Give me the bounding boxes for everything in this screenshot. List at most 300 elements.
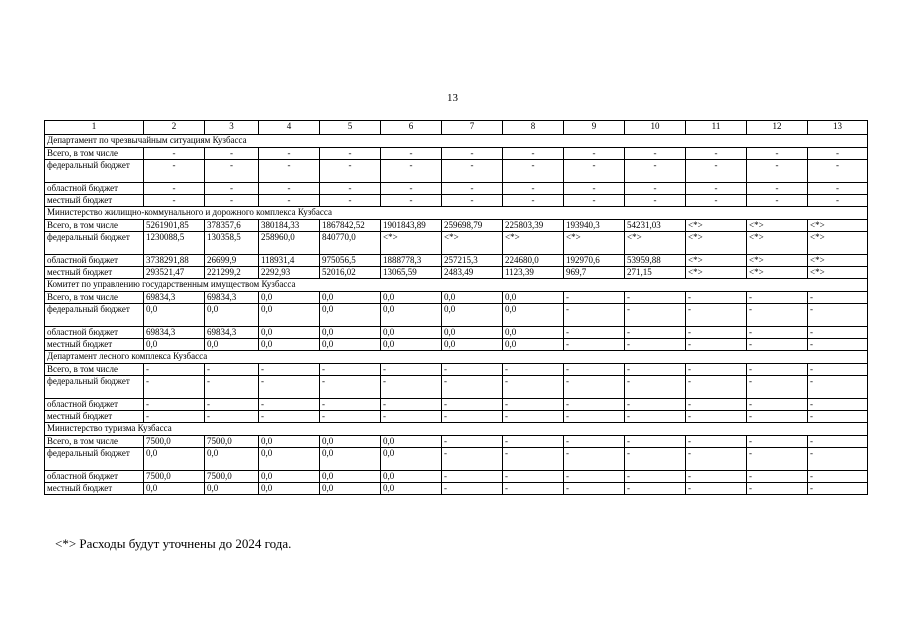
table-cell: <*> bbox=[686, 232, 747, 255]
table-cell: 0,0 bbox=[381, 339, 442, 351]
row-label: местный бюджет bbox=[45, 411, 144, 423]
table-cell: - bbox=[564, 292, 625, 304]
table-cell: 0,0 bbox=[144, 339, 205, 351]
row-label: местный бюджет bbox=[45, 267, 144, 279]
table-cell: 380184,33 bbox=[259, 220, 320, 232]
table-cell: - bbox=[144, 160, 205, 183]
table-cell: - bbox=[686, 471, 747, 483]
table-cell: 0,0 bbox=[503, 292, 564, 304]
table-cell: 840770,0 bbox=[320, 232, 381, 255]
table-cell: - bbox=[625, 148, 686, 160]
table-cell: - bbox=[442, 148, 503, 160]
table-cell: 271,15 bbox=[625, 267, 686, 279]
section-title: Министерство туризма Кузбасса bbox=[45, 423, 868, 436]
budget-table bbox=[44, 120, 868, 495]
row-label: Всего, в том числе bbox=[45, 292, 144, 304]
table-cell: - bbox=[747, 376, 808, 399]
table-cell: - bbox=[747, 183, 808, 195]
table-cell: - bbox=[564, 399, 625, 411]
table-cell: 0,0 bbox=[442, 327, 503, 339]
table-cell: 0,0 bbox=[381, 436, 442, 448]
table-cell: <*> bbox=[747, 232, 808, 255]
table-row bbox=[45, 160, 868, 183]
footnote: <*> Расходы будут уточнены до 2024 года. bbox=[55, 536, 292, 551]
table-cell: - bbox=[259, 411, 320, 423]
table-cell: 7500,0 bbox=[144, 471, 205, 483]
row-label: Всего, в том числе bbox=[45, 148, 144, 160]
table-cell: 0,0 bbox=[205, 483, 259, 495]
table-cell: 0,0 bbox=[381, 304, 442, 327]
table-cell: - bbox=[381, 148, 442, 160]
table-cell: 0,0 bbox=[381, 292, 442, 304]
table-cell: 969,7 bbox=[564, 267, 625, 279]
table-cell: - bbox=[747, 364, 808, 376]
table-cell: - bbox=[747, 471, 808, 483]
table-cell: 53959,88 bbox=[625, 255, 686, 267]
table-row bbox=[45, 448, 868, 471]
table-cell: <*> bbox=[503, 232, 564, 255]
table-cell: - bbox=[747, 483, 808, 495]
table-cell: - bbox=[564, 364, 625, 376]
table-cell: 0,0 bbox=[259, 292, 320, 304]
table-cell: - bbox=[442, 160, 503, 183]
table-cell: 1230088,5 bbox=[144, 232, 205, 255]
table-cell: 192970,6 bbox=[564, 255, 625, 267]
table-cell: - bbox=[686, 399, 747, 411]
table-cell: 0,0 bbox=[503, 304, 564, 327]
table-cell: - bbox=[320, 376, 381, 399]
table-cell: - bbox=[259, 364, 320, 376]
table-cell: 0,0 bbox=[381, 448, 442, 471]
table-cell: - bbox=[686, 339, 747, 351]
table-cell: 5261901,85 bbox=[144, 220, 205, 232]
table-row bbox=[45, 183, 868, 195]
table-cell: - bbox=[259, 160, 320, 183]
table-cell: - bbox=[808, 292, 868, 304]
table-cell: - bbox=[442, 448, 503, 471]
row-label: местный бюджет bbox=[45, 483, 144, 495]
table-cell: - bbox=[503, 364, 564, 376]
table-cell: - bbox=[205, 376, 259, 399]
row-label: областной бюджет bbox=[45, 255, 144, 267]
row-label: областной бюджет bbox=[45, 327, 144, 339]
table-cell: 0,0 bbox=[503, 327, 564, 339]
column-header: 4 bbox=[259, 121, 320, 135]
table-cell: - bbox=[808, 364, 868, 376]
column-header: 7 bbox=[442, 121, 503, 135]
section-title: Комитет по управлению государственным имуществом Кузбасса bbox=[45, 279, 868, 292]
table-cell: - bbox=[747, 304, 808, 327]
table-cell: - bbox=[259, 376, 320, 399]
table-cell: - bbox=[205, 160, 259, 183]
table-cell: 0,0 bbox=[259, 483, 320, 495]
table-cell: - bbox=[564, 376, 625, 399]
row-label: Всего, в том числе bbox=[45, 364, 144, 376]
table-cell: - bbox=[503, 148, 564, 160]
table-cell: - bbox=[686, 483, 747, 495]
table-cell: - bbox=[564, 471, 625, 483]
table-cell: 0,0 bbox=[503, 339, 564, 351]
table-cell: 0,0 bbox=[205, 339, 259, 351]
table-cell: - bbox=[320, 399, 381, 411]
table-cell: - bbox=[686, 376, 747, 399]
table-cell: - bbox=[503, 160, 564, 183]
column-header: 12 bbox=[747, 121, 808, 135]
table-cell: - bbox=[442, 436, 503, 448]
table-cell: - bbox=[564, 183, 625, 195]
table-cell: - bbox=[205, 148, 259, 160]
table-cell: <*> bbox=[808, 255, 868, 267]
table-cell: - bbox=[205, 195, 259, 207]
table-cell: - bbox=[503, 448, 564, 471]
column-header: 2 bbox=[144, 121, 205, 135]
table-cell: 69834,3 bbox=[205, 292, 259, 304]
table-row bbox=[45, 148, 868, 160]
table-cell: <*> bbox=[625, 232, 686, 255]
table-cell: - bbox=[808, 411, 868, 423]
table-cell: <*> bbox=[686, 255, 747, 267]
section-title: Департамент лесного комплекса Кузбасса bbox=[45, 351, 868, 364]
table-cell: <*> bbox=[442, 232, 503, 255]
table-row bbox=[45, 327, 868, 339]
table-cell: 975056,5 bbox=[320, 255, 381, 267]
column-header: 11 bbox=[686, 121, 747, 135]
column-header: 10 bbox=[625, 121, 686, 135]
row-label: областной бюджет bbox=[45, 471, 144, 483]
table-cell: - bbox=[144, 364, 205, 376]
table-cell: - bbox=[686, 304, 747, 327]
table-cell: - bbox=[625, 160, 686, 183]
table-cell: - bbox=[808, 339, 868, 351]
table-cell: - bbox=[625, 411, 686, 423]
table-cell: 0,0 bbox=[320, 483, 381, 495]
table-cell: <*> bbox=[747, 267, 808, 279]
table-cell: 2483,49 bbox=[442, 267, 503, 279]
table-cell: 0,0 bbox=[205, 448, 259, 471]
table-cell: - bbox=[442, 183, 503, 195]
table-cell: - bbox=[205, 183, 259, 195]
table-cell: - bbox=[625, 327, 686, 339]
table-cell: 0,0 bbox=[381, 327, 442, 339]
table-cell: - bbox=[686, 183, 747, 195]
table-cell: - bbox=[747, 411, 808, 423]
table-cell: - bbox=[503, 399, 564, 411]
table-cell: 7500,0 bbox=[144, 436, 205, 448]
table-cell: 0,0 bbox=[442, 304, 503, 327]
table-row bbox=[45, 399, 868, 411]
table-cell: 0,0 bbox=[320, 436, 381, 448]
table-cell: 54231,03 bbox=[625, 220, 686, 232]
table-cell: - bbox=[747, 195, 808, 207]
section-title-row bbox=[45, 423, 868, 436]
table-cell: - bbox=[808, 399, 868, 411]
table-cell: - bbox=[625, 304, 686, 327]
table-cell: 69834,3 bbox=[144, 292, 205, 304]
table-cell: - bbox=[625, 483, 686, 495]
table-cell: - bbox=[320, 160, 381, 183]
table-cell: - bbox=[144, 376, 205, 399]
table-cell: 0,0 bbox=[442, 292, 503, 304]
table-cell: 7500,0 bbox=[205, 436, 259, 448]
section-title-row bbox=[45, 279, 868, 292]
table-cell: - bbox=[381, 364, 442, 376]
column-header: 5 bbox=[320, 121, 381, 135]
row-label: федеральный бюджет bbox=[45, 448, 144, 471]
table-cell: - bbox=[747, 292, 808, 304]
table-cell: - bbox=[259, 183, 320, 195]
table-cell: - bbox=[442, 483, 503, 495]
table-cell: - bbox=[625, 292, 686, 304]
table-cell: - bbox=[205, 399, 259, 411]
table-cell: - bbox=[320, 411, 381, 423]
table-cell: 1888778,3 bbox=[381, 255, 442, 267]
table-cell: - bbox=[381, 376, 442, 399]
table-cell: - bbox=[625, 339, 686, 351]
row-label: федеральный бюджет bbox=[45, 160, 144, 183]
table-cell: 0,0 bbox=[259, 448, 320, 471]
table-cell: - bbox=[503, 195, 564, 207]
table-cell: - bbox=[320, 148, 381, 160]
table-cell: - bbox=[747, 436, 808, 448]
table-cell: - bbox=[442, 195, 503, 207]
table-cell: - bbox=[625, 436, 686, 448]
table-cell: - bbox=[808, 376, 868, 399]
table-cell: - bbox=[503, 183, 564, 195]
table-cell: - bbox=[205, 411, 259, 423]
table-cell: <*> bbox=[808, 220, 868, 232]
table-cell: 0,0 bbox=[259, 436, 320, 448]
table-cell: 0,0 bbox=[259, 339, 320, 351]
table-row bbox=[45, 220, 868, 232]
table-cell: 0,0 bbox=[259, 471, 320, 483]
table-cell: - bbox=[808, 483, 868, 495]
table-cell: 0,0 bbox=[144, 483, 205, 495]
table-cell: 0,0 bbox=[259, 327, 320, 339]
table-cell: - bbox=[503, 376, 564, 399]
table-cell: - bbox=[564, 304, 625, 327]
table-row bbox=[45, 232, 868, 255]
table-cell: - bbox=[564, 411, 625, 423]
table-cell: 225803,39 bbox=[503, 220, 564, 232]
section-title-row bbox=[45, 207, 868, 220]
table-cell: 0,0 bbox=[320, 292, 381, 304]
table-cell: 118931,4 bbox=[259, 255, 320, 267]
table-cell: - bbox=[747, 160, 808, 183]
table-cell: - bbox=[442, 376, 503, 399]
row-label: местный бюджет bbox=[45, 195, 144, 207]
table-cell: 0,0 bbox=[144, 304, 205, 327]
table-cell: - bbox=[808, 448, 868, 471]
column-header: 13 bbox=[808, 121, 868, 135]
table-cell: - bbox=[381, 195, 442, 207]
table-cell: - bbox=[747, 339, 808, 351]
table-cell: - bbox=[564, 448, 625, 471]
table-cell: - bbox=[259, 148, 320, 160]
table-cell: - bbox=[686, 148, 747, 160]
table-cell: <*> bbox=[381, 232, 442, 255]
table-cell: - bbox=[808, 436, 868, 448]
table-cell: 0,0 bbox=[320, 327, 381, 339]
column-header: 6 bbox=[381, 121, 442, 135]
table-cell: <*> bbox=[686, 267, 747, 279]
table-cell: <*> bbox=[808, 267, 868, 279]
table-row bbox=[45, 267, 868, 279]
table-row bbox=[45, 292, 868, 304]
table-cell: 259698,79 bbox=[442, 220, 503, 232]
table-cell: - bbox=[442, 411, 503, 423]
table-cell: - bbox=[625, 364, 686, 376]
table-row bbox=[45, 304, 868, 327]
table-cell: 0,0 bbox=[320, 339, 381, 351]
row-label: федеральный бюджет bbox=[45, 376, 144, 399]
column-header: 8 bbox=[503, 121, 564, 135]
table-cell: - bbox=[442, 364, 503, 376]
table-cell: - bbox=[747, 327, 808, 339]
table-row bbox=[45, 364, 868, 376]
table-cell: 69834,3 bbox=[205, 327, 259, 339]
table-cell: - bbox=[686, 292, 747, 304]
table-cell: - bbox=[686, 195, 747, 207]
table-cell: - bbox=[564, 327, 625, 339]
section-title: Департамент по чрезвычайным ситуациям Кузбасса bbox=[45, 135, 868, 148]
table-cell: 224680,0 bbox=[503, 255, 564, 267]
table-cell: 130358,5 bbox=[205, 232, 259, 255]
table-cell: - bbox=[503, 436, 564, 448]
table-cell: - bbox=[747, 448, 808, 471]
table-row bbox=[45, 483, 868, 495]
section-title-row bbox=[45, 135, 868, 148]
section-title: Министерство жилищно-коммунального и дорожного комплекса Кузбасса bbox=[45, 207, 868, 220]
table-cell: - bbox=[564, 436, 625, 448]
header-row bbox=[45, 121, 868, 135]
table-cell: - bbox=[564, 339, 625, 351]
table-row bbox=[45, 255, 868, 267]
table-cell: - bbox=[381, 399, 442, 411]
table-cell: 0,0 bbox=[144, 448, 205, 471]
table-cell: - bbox=[381, 160, 442, 183]
table-row bbox=[45, 195, 868, 207]
table-cell: - bbox=[625, 376, 686, 399]
row-label: областной бюджет bbox=[45, 183, 144, 195]
table-cell: - bbox=[144, 411, 205, 423]
row-label: федеральный бюджет bbox=[45, 304, 144, 327]
table-cell: - bbox=[320, 195, 381, 207]
table-cell: 221299,2 bbox=[205, 267, 259, 279]
table-cell: - bbox=[259, 195, 320, 207]
table-cell: - bbox=[564, 160, 625, 183]
table-cell: 0,0 bbox=[381, 483, 442, 495]
table-cell: 1123,39 bbox=[503, 267, 564, 279]
table-cell: - bbox=[503, 483, 564, 495]
table-cell: 69834,3 bbox=[144, 327, 205, 339]
table-cell: - bbox=[144, 195, 205, 207]
row-label: местный бюджет bbox=[45, 339, 144, 351]
table-cell: - bbox=[808, 148, 868, 160]
table-cell: - bbox=[625, 183, 686, 195]
table-cell: - bbox=[144, 183, 205, 195]
row-label: Всего, в том числе bbox=[45, 220, 144, 232]
row-label: федеральный бюджет bbox=[45, 232, 144, 255]
table-cell: - bbox=[808, 195, 868, 207]
table-cell: 0,0 bbox=[205, 304, 259, 327]
table-cell: - bbox=[686, 448, 747, 471]
table-cell: 257215,3 bbox=[442, 255, 503, 267]
column-header: 9 bbox=[564, 121, 625, 135]
table-cell: - bbox=[442, 399, 503, 411]
table-cell: - bbox=[381, 183, 442, 195]
table-cell: 13065,59 bbox=[381, 267, 442, 279]
table-cell: 7500,0 bbox=[205, 471, 259, 483]
table-cell: - bbox=[808, 471, 868, 483]
table-cell: - bbox=[205, 364, 259, 376]
table-cell: 0,0 bbox=[259, 304, 320, 327]
table-cell: <*> bbox=[747, 255, 808, 267]
table-cell: - bbox=[808, 327, 868, 339]
table-row bbox=[45, 471, 868, 483]
table-cell: - bbox=[686, 411, 747, 423]
table-cell: 378357,6 bbox=[205, 220, 259, 232]
table-cell: - bbox=[686, 327, 747, 339]
table-cell: <*> bbox=[564, 232, 625, 255]
table-row bbox=[45, 376, 868, 399]
page-number: 13 bbox=[447, 92, 458, 104]
table-cell: 26699,9 bbox=[205, 255, 259, 267]
table-cell: - bbox=[564, 483, 625, 495]
table-cell: - bbox=[686, 436, 747, 448]
table-cell: - bbox=[625, 399, 686, 411]
row-label: областной бюджет bbox=[45, 399, 144, 411]
table-cell: - bbox=[625, 448, 686, 471]
row-label: Всего, в том числе bbox=[45, 436, 144, 448]
table-cell: - bbox=[320, 183, 381, 195]
table-cell: 1901843,89 bbox=[381, 220, 442, 232]
table-cell: - bbox=[564, 148, 625, 160]
table-cell: - bbox=[144, 148, 205, 160]
column-header: 3 bbox=[205, 121, 259, 135]
table-cell: 0,0 bbox=[320, 304, 381, 327]
table-cell: - bbox=[442, 471, 503, 483]
table-cell: - bbox=[144, 399, 205, 411]
table-row bbox=[45, 436, 868, 448]
table-cell: - bbox=[747, 148, 808, 160]
table-cell: <*> bbox=[808, 232, 868, 255]
table-cell: - bbox=[686, 364, 747, 376]
table-cell: <*> bbox=[747, 220, 808, 232]
table-cell: 0,0 bbox=[320, 471, 381, 483]
table-cell: 258960,0 bbox=[259, 232, 320, 255]
table-cell: 0,0 bbox=[442, 339, 503, 351]
table-row bbox=[45, 339, 868, 351]
table-cell: 2292,93 bbox=[259, 267, 320, 279]
table-cell: - bbox=[503, 471, 564, 483]
table-cell: - bbox=[747, 399, 808, 411]
table-cell: - bbox=[808, 304, 868, 327]
table-cell: - bbox=[259, 399, 320, 411]
section-title-row bbox=[45, 351, 868, 364]
table-cell: - bbox=[808, 183, 868, 195]
table-cell: 3738291,88 bbox=[144, 255, 205, 267]
table-cell: 0,0 bbox=[381, 471, 442, 483]
table-row bbox=[45, 411, 868, 423]
table-cell: - bbox=[625, 195, 686, 207]
table-cell: - bbox=[503, 411, 564, 423]
table-cell: - bbox=[381, 411, 442, 423]
table-cell: - bbox=[686, 160, 747, 183]
table-cell: 52016,02 bbox=[320, 267, 381, 279]
table-cell: - bbox=[564, 195, 625, 207]
table-cell: <*> bbox=[686, 220, 747, 232]
table-cell: - bbox=[625, 471, 686, 483]
